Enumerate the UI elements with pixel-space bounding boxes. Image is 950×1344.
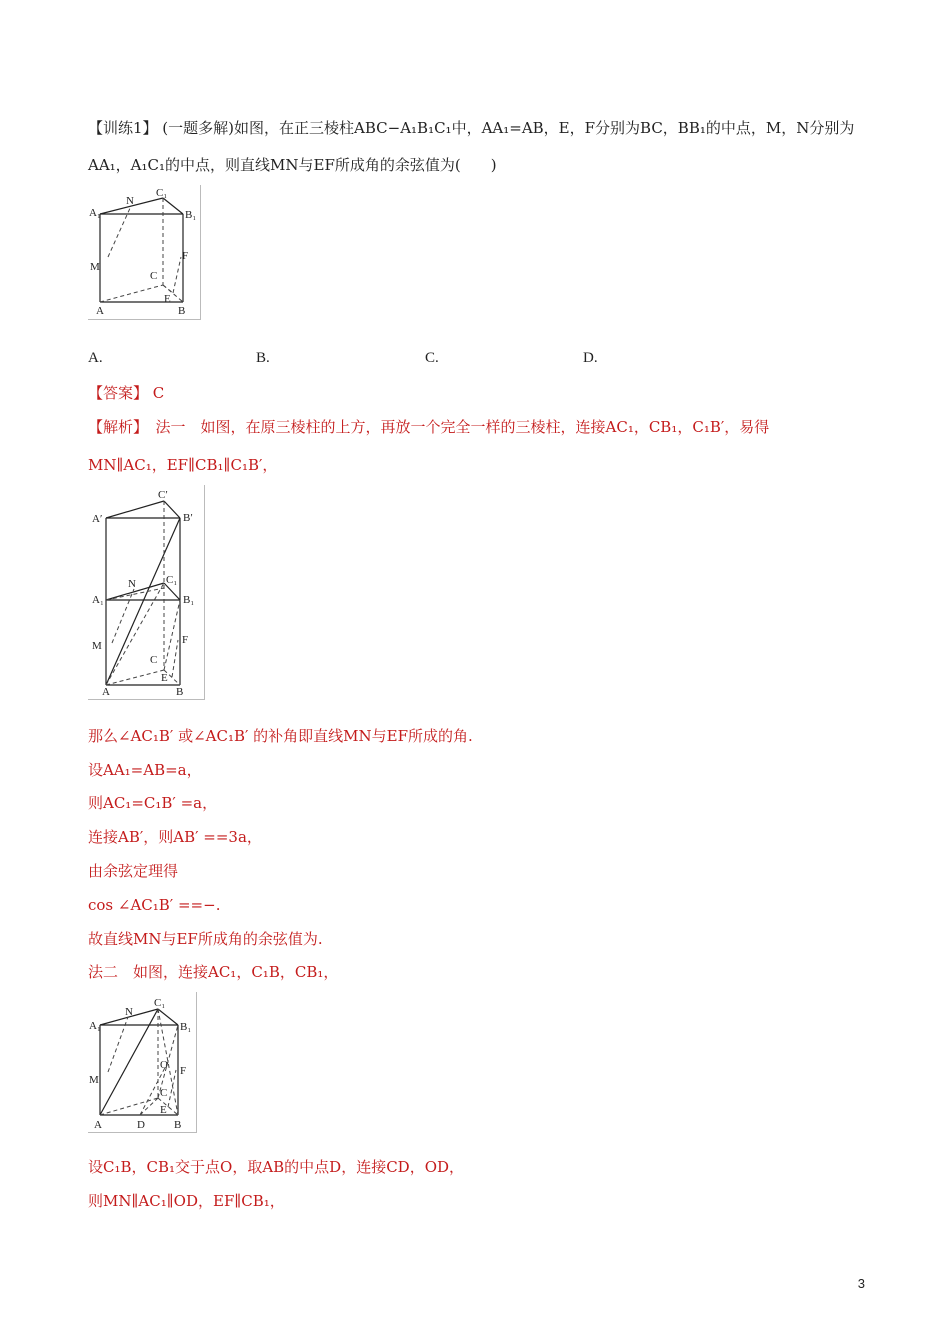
analysis-line-12: 则MN∥AC₁∥OD，EF∥CB₁， bbox=[88, 1192, 285, 1210]
page-number: 3 bbox=[857, 1276, 865, 1291]
fig1-label-n: N bbox=[126, 195, 134, 207]
fig2-label-a: A bbox=[102, 686, 110, 698]
fig3-label-c: C bbox=[160, 1087, 168, 1099]
fig1-label-m: M bbox=[90, 261, 100, 273]
fig2-label-a-prime: A′ bbox=[92, 513, 103, 525]
analysis-line-11: 设C₁B，CB₁交于点O，取AB的中点D，连接CD，OD， bbox=[88, 1158, 465, 1176]
fig3-label-e: E bbox=[160, 1104, 167, 1116]
fig1-label-c1: C₁ bbox=[156, 187, 168, 199]
fig2-label-c1: C₁ bbox=[166, 574, 178, 586]
option-b: B. bbox=[256, 350, 270, 366]
fig1-label-b: B bbox=[178, 305, 186, 317]
fig3-label-a1: A₁ bbox=[89, 1020, 101, 1032]
analysis-line-9: 故直线MN与EF所成角的余弦值为. bbox=[88, 930, 323, 948]
fig3-label-o: O bbox=[160, 1059, 168, 1071]
option-c: C. bbox=[425, 350, 439, 366]
fig2-label-e: E bbox=[161, 672, 168, 684]
fig2-label-b-prime: B′ bbox=[183, 512, 193, 524]
analysis-line-3: 那么∠AC₁B′ 或∠AC₁B′ 的补角即直线MN与EF所成的角. bbox=[88, 727, 473, 745]
fig3-label-b1: B₁ bbox=[180, 1021, 192, 1033]
fig3-label-n: N bbox=[125, 1006, 133, 1018]
analysis-line-10: 法二 如图，连接AC₁，C₁B，CB₁， bbox=[88, 963, 339, 981]
analysis-line-5: 则AC₁=C₁B′ =a， bbox=[88, 794, 218, 812]
analysis-line-4: 设AA₁=AB=a， bbox=[88, 761, 202, 779]
fig3-label-b: B bbox=[174, 1119, 182, 1131]
fig1-label-e: E bbox=[164, 293, 171, 305]
problem-line-1: 【训练1】 (一题多解)如图，在正三棱柱ABC−A₁B₁C₁中，AA₁=AB，E，F分别为BC，BB₁的中点，M，N分别为 bbox=[88, 119, 855, 137]
fig1-label-f: F bbox=[182, 250, 189, 262]
option-a: A. bbox=[88, 350, 103, 366]
analysis-line-1: 【解析】 法一 如图，在原三棱柱的上方，再放一个完全一样的三棱柱，连接AC₁，CB₁，C₁B′，易得 bbox=[88, 418, 770, 436]
fig2-label-c: C bbox=[150, 654, 158, 666]
fig2-label-a1: A₁ bbox=[92, 594, 104, 606]
fig1-label-b1: B₁ bbox=[185, 209, 197, 221]
figure-1 bbox=[88, 185, 201, 320]
analysis-line-7: 由余弦定理得 bbox=[88, 862, 179, 880]
figure-3 bbox=[88, 992, 197, 1133]
problem-line-2: AA₁，A₁C₁的中点，则直线MN与EF所成角的余弦值为( ) bbox=[88, 156, 497, 174]
fig1-label-a1: A₁ bbox=[89, 207, 101, 219]
analysis-line-8: cos ∠AC₁B′ ==−. bbox=[88, 896, 221, 914]
fig3-label-f: F bbox=[180, 1065, 187, 1077]
fig2-label-n: N bbox=[128, 578, 136, 590]
answer-line: 【答案】 C bbox=[88, 384, 165, 402]
fig2-label-f: F bbox=[182, 634, 189, 646]
fig2-label-b1: B₁ bbox=[183, 594, 195, 606]
option-d: D. bbox=[583, 350, 598, 366]
analysis-line-6: 连接AB′，则AB′ ==3a， bbox=[88, 828, 262, 846]
fig2-label-m: M bbox=[92, 640, 102, 652]
analysis-line-2: MN∥AC₁，EF∥CB₁∥C₁B′， bbox=[88, 456, 278, 474]
fig1-label-a: A bbox=[96, 305, 104, 317]
figure-2 bbox=[88, 485, 205, 700]
fig2-label-b: B bbox=[176, 686, 184, 698]
fig3-label-d: D bbox=[137, 1119, 145, 1131]
fig1-label-c: C bbox=[150, 270, 158, 282]
fig3-label-a: A bbox=[94, 1119, 102, 1131]
fig2-label-c-prime: C′ bbox=[158, 489, 168, 501]
fig3-label-c1: C₁ bbox=[154, 997, 166, 1009]
fig3-label-m: M bbox=[89, 1074, 99, 1086]
